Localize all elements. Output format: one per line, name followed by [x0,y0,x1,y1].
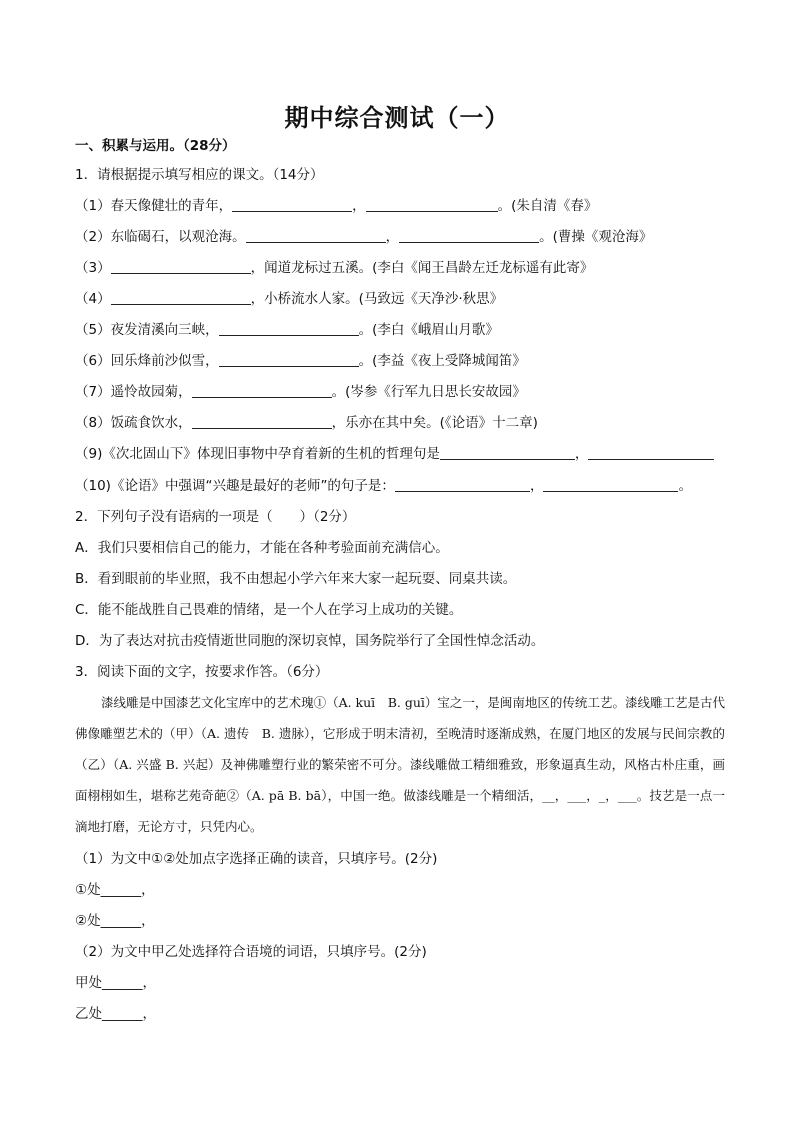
q2-option-d: D．为了表达对抗击疫情逝世同胞的深切哀悼，国务院举行了全国性悼念活动。 [75,633,545,649]
answer-blank [366,198,498,212]
reading-passage: 漆线雕是中国漆艺文化宝库中的艺术瑰①（A. kuī B. guī）宝之一，是闽南地区的传统工艺。漆线雕工艺是古代佛像雕塑艺术的（甲）（A. 遗传 B. 遗脉），它形成于明末清初，至晚清时逐渐成熟，在厦门地区的发展与民间宗教的（乙）（A. 兴盛 B. 兴起）及神佛雕塑行业的繁荣密不可分。漆线雕做工精细雅致，形象逼真生动，风格古朴庄重，画面栩栩如生，堪称艺苑奇葩②（A. pā B. bā），中国一绝。做漆线雕是一个精细活，__，___，_，___。技艺是一点一滴地打磨，无论方寸，只凭内心。 [75,695,725,834]
q3-answer-4: 乙处______， [75,1006,156,1022]
q2-option-b: B．看到眼前的毕业照，我不由想起小学六年来大家一起玩耍、同桌共读。 [75,571,517,587]
q1-item-9: （9)《次北固山下》体现旧事物中孕育着新的生机的哲理句是 ， [75,445,714,463]
answer-blank [219,353,359,367]
q3-answer-3: 甲处______， [75,975,156,991]
q3-sub-question-2: （2）为文中甲乙处选择符合语境的词语，只填序号。(2分) [75,944,427,960]
q3-answer-1: ①处______， [75,882,155,898]
q1-item-8: （8）饭疏食饮水， ，乐亦在其中矣。(《论语》十二章) [75,415,538,431]
q1-item-3: （3） ，闻道龙标过五溪。(李白《闻王昌龄左迁龙标遥有此寄》 [75,260,594,276]
q3-sub-question-1: （1）为文中①②处加点字选择正确的读音，只填序号。(2分) [75,851,438,867]
answer-blank [192,415,332,429]
q1-item-5: （5）夜发清溪向三峡， 。(李白《峨眉山月歌》 [75,322,499,338]
answer-blank [111,260,251,274]
q2-option-a: A．我们只要相信自己的能力，才能在各种考验面前充满信心。 [75,540,449,556]
answer-blank [543,478,678,492]
q3-answer-2: ②处______， [75,913,155,929]
q1-item-7: （7）遥怜故园菊， 。(岑参《行军九日思长安故园》 [75,384,526,400]
q1-item-2: （2）东临碣石，以观沧海。 ， 。(曹操《观沧海》 [75,229,653,245]
q2-option-c: C．能不能战胜自己畏难的情绪，是一个人在学习上成功的关键。 [75,602,463,618]
answer-blank [219,322,359,336]
question-3-stem: 3．阅读下面的文字，按要求作答。（6分） [75,664,329,680]
question-2-stem: 2．下列句子没有语病的一项是（ ）（2分） [75,509,356,525]
answer-blank [588,446,714,460]
answer-blank [246,229,386,243]
q1-item-4: （4） ，小桥流水人家。(马致远《天净沙·秋思》 [75,291,504,307]
section-heading: 一、积累与运用。（28分） [75,138,236,154]
q1-item-10: （10)《论语》中强调“兴趣是最好的老师”的句子是： ， 。 [75,478,692,494]
answer-blank [111,291,251,305]
q1-item-1: （1）春天像健壮的青年， ， 。(朱自清《春》 [75,198,598,214]
q1-item-6: （6）回乐烽前沙似雪， 。(李益《夜上受降城闻笛》 [75,353,526,369]
answer-blank [440,446,575,460]
page-title: 期中综合测试（一） [284,103,510,132]
answer-blank [232,198,352,212]
answer-blank [192,384,332,398]
answer-blank [395,478,530,492]
answer-blank [399,229,539,243]
question-1-stem: 1．请根据提示填写相应的课文。（14分） [75,167,324,183]
